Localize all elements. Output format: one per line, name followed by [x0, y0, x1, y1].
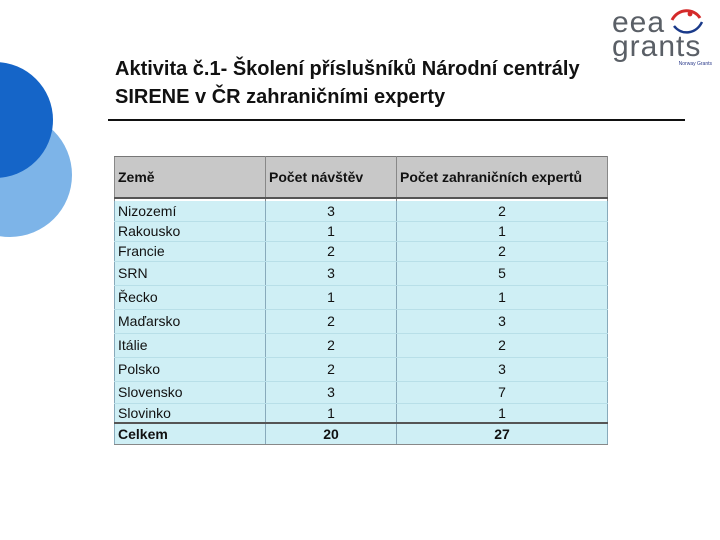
cell-experts: 5 — [397, 261, 608, 285]
cell-country: Polsko — [115, 357, 266, 381]
cell-experts: 2 — [397, 201, 608, 221]
cell-country: Francie — [115, 241, 266, 261]
logo-text-eea: eea — [612, 6, 666, 39]
cell-experts: 2 — [397, 333, 608, 357]
cell-visits: 2 — [266, 357, 397, 381]
cell-experts: 1 — [397, 403, 608, 423]
decorative-circles — [0, 0, 90, 300]
header-visits: Počet návštěv — [266, 157, 397, 199]
table-total-row — [115, 423, 608, 445]
cell-country: Slovinko — [115, 403, 266, 423]
table-row — [115, 285, 608, 309]
table-row — [115, 309, 608, 333]
visits-table — [114, 156, 608, 445]
table-row — [115, 241, 608, 261]
cell-visits: 1 — [266, 221, 397, 241]
cell-experts: 1 — [397, 221, 608, 241]
table-row — [115, 381, 608, 403]
table-row — [115, 261, 608, 285]
cell-country: Nizozemí — [115, 201, 266, 221]
cell-visits: 1 — [266, 403, 397, 423]
cell-visits: 2 — [266, 333, 397, 357]
logo-swirl-icon — [664, 6, 710, 40]
cell-visits: 1 — [266, 285, 397, 309]
table-row — [115, 221, 608, 241]
cell-country: Rakousko — [115, 221, 266, 241]
cell-total-experts: 27 — [397, 423, 608, 445]
table-row — [115, 201, 608, 221]
cell-visits: 3 — [266, 381, 397, 403]
slide-title — [115, 55, 695, 111]
table-row — [115, 357, 608, 381]
cell-visits: 3 — [266, 261, 397, 285]
cell-experts: 3 — [397, 357, 608, 381]
cell-experts: 7 — [397, 381, 608, 403]
title-line-2: SIRENE v ČR zahraničními experty — [115, 86, 446, 108]
table-row — [115, 333, 608, 357]
cell-experts: 3 — [397, 309, 608, 333]
title-line-1: Aktivita č.1- Školení příslušníků Národní centrály — [115, 58, 580, 80]
cell-visits: 3 — [266, 201, 397, 221]
cell-country: Itálie — [115, 333, 266, 357]
cell-experts: 2 — [397, 241, 608, 261]
header-experts: Počet zahraničních expertů — [397, 157, 608, 199]
cell-country: Slovensko — [115, 381, 266, 403]
cell-visits: 2 — [266, 241, 397, 261]
logo-text-grants: grants — [612, 30, 702, 63]
header-country: Země — [115, 157, 266, 199]
cell-visits: 2 — [266, 309, 397, 333]
cell-total-label: Celkem — [115, 423, 266, 445]
cell-experts: 1 — [397, 285, 608, 309]
logo-tagline: Norway Grants — [678, 61, 712, 67]
title-divider — [108, 119, 685, 121]
cell-country: Maďarsko — [115, 309, 266, 333]
cell-total-visits: 20 — [266, 423, 397, 445]
table-row — [115, 403, 608, 423]
cell-country: SRN — [115, 261, 266, 285]
table-header-row — [115, 157, 608, 199]
cell-country: Řecko — [115, 285, 266, 309]
